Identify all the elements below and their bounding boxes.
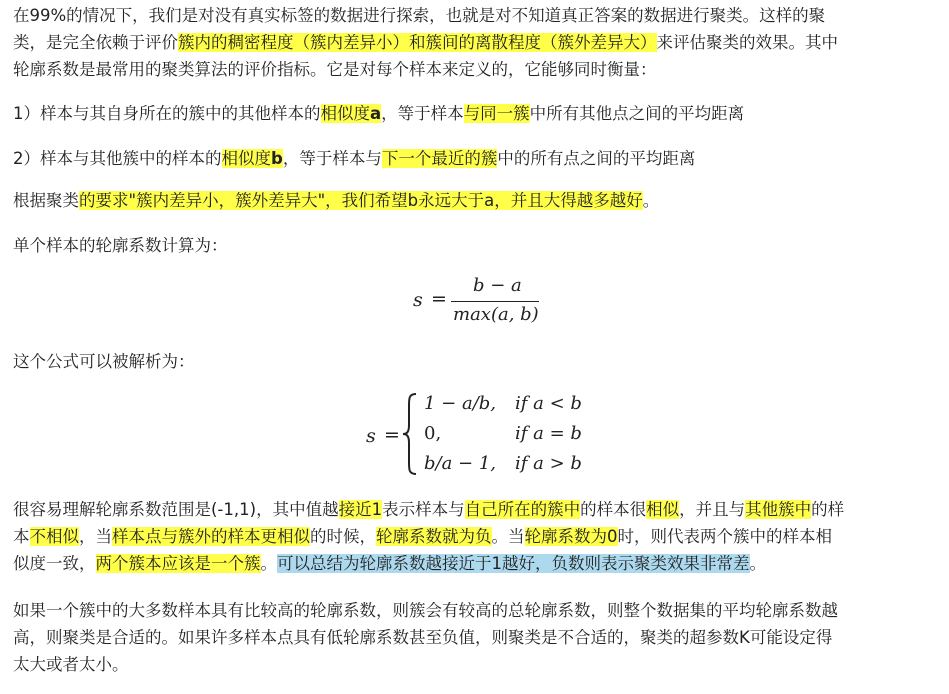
highlight-close-to-1: 接近1	[338, 500, 383, 519]
highlight-requirement: 的要求"簇内差异小，簇外差异大"，我们希望b永远大于a，并且大得越多越好	[79, 191, 643, 210]
range-line-2: 本不相似，当样本点与簇外的样本更相似的时候，轮廓系数就为负。当轮廓系数为0时，则代表两个簇中的样本相	[13, 527, 832, 546]
highlight-other-cluster: 其他簇中	[745, 500, 812, 519]
piecewise-lhs: s	[366, 425, 376, 447]
highlight-one-cluster: 两个簇本应该是一个簇	[95, 554, 261, 573]
highlight-negative: 轮廓系数就为负	[376, 527, 492, 546]
highlight-summary: 可以总结为轮廓系数越接近于1越好，负数则表示聚类效果非常差	[277, 554, 750, 573]
formula-numerator: b − a	[473, 275, 522, 296]
case-2-expr: 0,	[424, 423, 442, 444]
point-2-paragraph: 2）样本与其他簇中的样本的相似度b，等于样本与下一个最近的簇中的所有点之间的平均距离	[13, 149, 696, 168]
highlight-similar: 相似	[646, 500, 680, 519]
left-brace	[401, 392, 419, 476]
intro-line-2: 类，是完全依赖于评价簇内的稠密程度（簇内差异小）和簇间的离散程度（簇外差异大）来评估聚类的效果。其中	[13, 33, 838, 52]
highlight-own-cluster: 自己所在的簇中	[464, 500, 581, 519]
conclusion-line-2: 高，则聚类是合适的。如果许多样本点具有低轮廓系数甚至负值，则聚类是不合适的，聚类的超参数K可能设定得	[13, 628, 833, 647]
intro-paragraph	[13, 2, 938, 83]
case-2-cond: if a = b	[515, 423, 582, 444]
case-1-expr: 1 − a/b,	[424, 393, 497, 414]
intro-line-3: 轮廓系数是最常用的聚类算法的评价指标。它是对每个样本来定义的，它能够同时衡量：	[13, 60, 657, 79]
requirement-paragraph: 根据聚类的要求"簇内差异小，簇外差异大"，我们希望b永远大于a，并且大得越多越好。	[13, 191, 660, 210]
range-line-1: 很容易理解轮廓系数范围是(-1,1)，其中值越接近1表示样本与自己所在的簇中的样本很相似，并且与其他簇中的样	[13, 500, 845, 519]
highlight-zero: 轮廓系数为0	[524, 527, 618, 546]
intro-line-1: 在99%的情况下，我们是对没有真实标签的数据进行探索，也就是对不知道真正答案的数据进行聚类。这样的聚	[13, 6, 826, 25]
highlight-not-similar: 不相似	[29, 527, 79, 546]
range-line-3: 似度一致，两个簇本应该是一个簇。可以总结为轮廓系数越接近于1越好，负数则表示聚类效果非常差。	[13, 554, 766, 573]
case-1-cond: if a < b	[515, 393, 582, 414]
case-3-expr: b/a − 1,	[424, 453, 497, 474]
highlight-similarity-a: 相似度a	[320, 104, 382, 123]
formula-intro: 单个样本的轮廓系数计算为：	[13, 236, 228, 255]
formula-lhs: s	[413, 289, 423, 311]
highlight-nearest-cluster: 下一个最近的簇	[381, 149, 498, 168]
piecewise-equals: =	[384, 424, 400, 446]
highlight-similarity-b: 相似度b	[221, 149, 283, 168]
range-paragraph	[13, 496, 938, 577]
formula-equals: =	[431, 288, 447, 310]
formula-denominator: max(a, b)	[453, 304, 539, 325]
conclusion-line-1: 如果一个簇中的大多数样本具有比较高的轮廓系数，则簇会有较高的总轮廓系数，则整个数据集的平均轮廓系数越	[13, 601, 838, 620]
conclusion-paragraph	[13, 597, 938, 678]
parse-intro: 这个公式可以被解析为：	[13, 352, 195, 371]
point-1-paragraph: 1）样本与其自身所在的簇中的其他样本的相似度a，等于样本与同一簇中所有其他点之间的平均距离	[13, 104, 745, 123]
fraction-bar	[451, 301, 539, 302]
highlight-same-cluster: 与同一簇	[463, 104, 530, 123]
case-3-cond: if a > b	[515, 453, 582, 474]
conclusion-line-3: 太大或者太小。	[13, 655, 129, 674]
highlight-more-similar-outside: 样本点与簇外的样本更相似	[112, 527, 310, 546]
highlight-cluster-density: 簇内的稠密程度（簇内差异小）和簇间的离散程度（簇外差异大）	[178, 33, 657, 52]
